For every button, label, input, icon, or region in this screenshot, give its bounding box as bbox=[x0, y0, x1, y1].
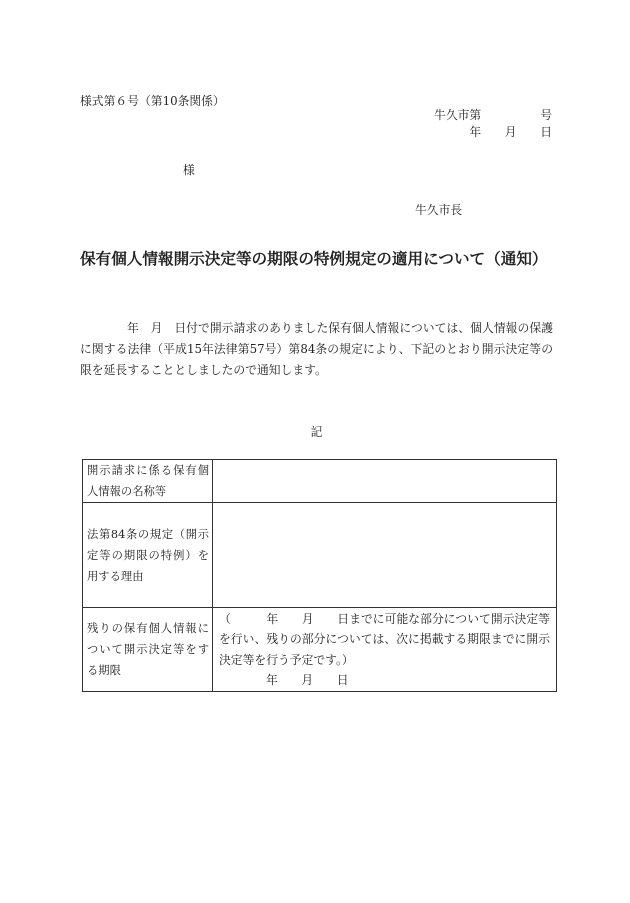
table-row bbox=[83, 608, 557, 692]
label-line: 残りの保有個人情報に bbox=[87, 622, 209, 635]
row-label-cell bbox=[83, 608, 213, 692]
table-row bbox=[83, 503, 557, 608]
label-line: る期限 bbox=[87, 664, 121, 677]
label-line: ついて開示決定等をす bbox=[87, 643, 209, 656]
value-line: を行い、残りの部分については、次に掲載する期限までに開示 bbox=[219, 632, 550, 646]
form-number: 様式第６号（第10条関係） bbox=[80, 94, 225, 108]
document-date: 年 月 日 bbox=[469, 125, 552, 139]
sender: 牛久市長 bbox=[415, 203, 463, 217]
label-line: 定等の期限の特例）を bbox=[87, 548, 209, 562]
info-table bbox=[82, 459, 557, 692]
document-title: 保有個人情報開示決定等の期限の特例規定の適用について（通知） bbox=[80, 249, 548, 268]
row-value-cell bbox=[213, 460, 557, 503]
value-date-line: 年 月 日 bbox=[266, 673, 349, 687]
label-line: 法第84条の規定（開示 bbox=[87, 527, 209, 541]
table-row bbox=[83, 460, 557, 503]
addressee-suffix: 様 bbox=[183, 163, 195, 177]
value-line: （ 年 月 日までに可能な部分について開示決定等 bbox=[219, 611, 550, 626]
body-line: に関する法律（平成15年法律第57号）第84条の規定により、下記のとおり開示決定等の bbox=[80, 342, 553, 356]
label-line: 用する理由 bbox=[87, 569, 144, 583]
row-value-cell bbox=[213, 608, 557, 692]
label-line: 開示請求に係る保有個 bbox=[87, 464, 209, 477]
body-line: 限を延長することとしましたので通知します。 bbox=[80, 363, 327, 377]
row-label-cell bbox=[83, 503, 213, 608]
label-line: 人情報の名称等 bbox=[87, 485, 167, 498]
value-line: 決定等を行う予定です。） bbox=[219, 652, 354, 667]
body-line: 年 月 日付で開示請求のありました保有個人情報については、個人情報の保護 bbox=[127, 321, 553, 335]
ki-heading: 記 bbox=[310, 425, 323, 439]
row-value-cell bbox=[213, 503, 557, 608]
row-label-cell bbox=[83, 460, 213, 503]
body-paragraph bbox=[80, 318, 553, 381]
document-number: 牛久市第 号 bbox=[434, 108, 552, 122]
